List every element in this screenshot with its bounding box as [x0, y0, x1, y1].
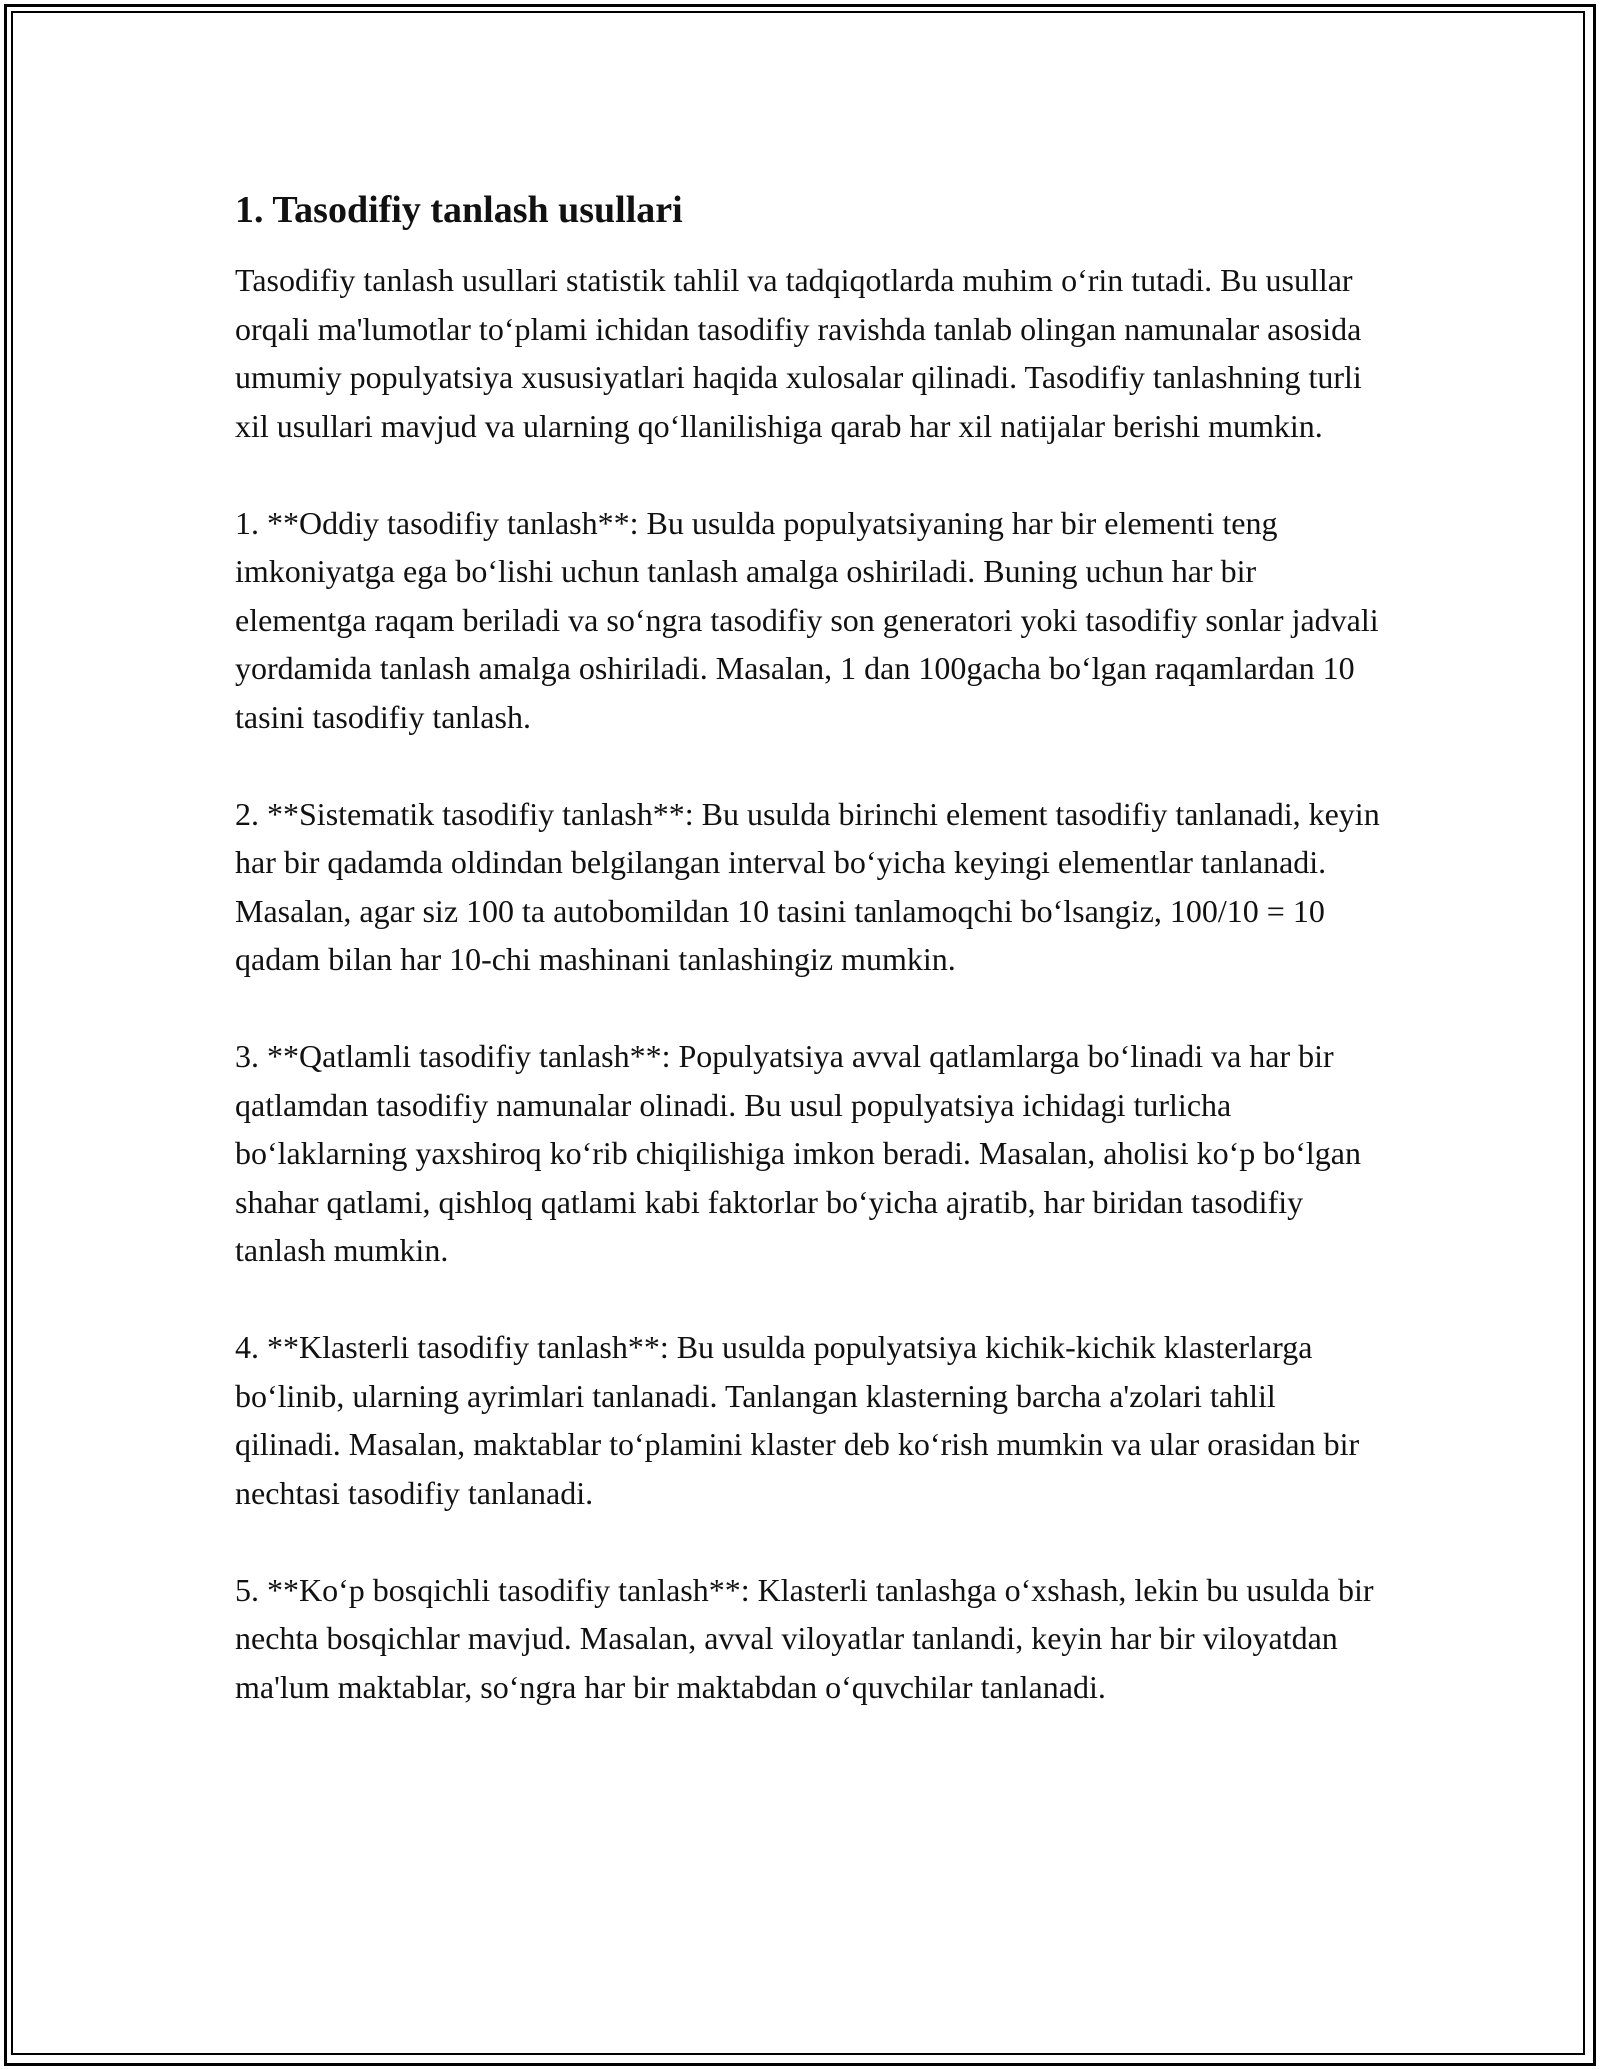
document-title: 1. Tasodifiy tanlash usullari: [235, 189, 683, 231]
paragraph-cluster-sampling: 4. **Klasterli tasodifiy tanlash**: Bu usulda populyatsiya kichik-kichik klasterlarga bo‘linib, ularning ayrimlari tanlanadi. Tanlangan klasterning barcha a'zolari tahlil qilinadi. Masalan, maktablar to‘plamini klaster deb ko‘rish mumkin va ular orasidan bir nechtasi tasodifiy tanlanadi.: [235, 1329, 1360, 1511]
paragraph-multistage-sampling: 5. **Ko‘p bosqichli tasodifiy tanlash**: Klasterli tanlashga o‘xshash, lekin bu usulda bir nechta bosqichlar mavjud. Masalan, avval viloyatlar tanlandi, keyin har bir viloyatdan ma'lum maktablar, so‘ngra har bir maktabdan o‘quvchilar tanlanadi.: [235, 1571, 1374, 1705]
paragraph-systematic-sampling: 2. **Sistematik tasodifiy tanlash**: Bu usulda birinchi element tasodifiy tanlanadi, keyin har bir qadamda oldindan belgilangan interval bo‘yicha keyingi elementlar tanlanadi. Masalan, agar siz 100 ta autobomildan 10 tasini tanlamoqchi bo‘lsangiz, 100/10 = 10 qadam bilan har 10-chi mashinani tanlashingiz mumkin.: [235, 795, 1380, 977]
intro-paragraph: Tasodifiy tanlash usullari statistik tahlil va tadqiqotlarda muhim o‘rin tutadi. Bu usullar orqali ma'lumotlar to‘plami ichidan tasodifiy ravishda tanlab olingan namunalar asosida umumiy populyatsiya xususiyatlari haqida xulosalar qilinadi. Tasodifiy tanlashning turli xil usullari mavjud va ularning qo‘llanilishiga qarab har xil natijalar berishi mumkin.: [235, 262, 1362, 444]
paragraph-stratified-sampling: 3. **Qatlamli tasodifiy tanlash**: Populyatsiya avval qatlamlarga bo‘linadi va har bir qatlamdan tasodifiy namunalar olinadi. Bu usul populyatsiya ichidagi turlicha bo‘laklarning yaxshiroq ko‘rib chiqilishiga imkon beradi. Masalan, aholisi ko‘p bo‘lgan shahar qatlami, qishloq qatlami kabi faktorlar bo‘yicha ajratib, har biridan tasodifiy tanlash mumkin.: [235, 1038, 1361, 1268]
document-body: [235, 186, 1385, 1711]
paragraph-simple-random-sampling: 1. **Oddiy tasodifiy tanlash**: Bu usulda populyatsiyaning har bir elementi teng imkoniyatga ega bo‘lishi uchun tanlash amalga oshiriladi. Buning uchun har bir elementga raqam beriladi va so‘ngra tasodifiy son generatori yoki tasodifiy sonlar jadvali yordamida tanlash amalga oshiriladi. Masalan, 1 dan 100gacha bo‘lgan raqamlardan 10 tasini tasodifiy tanlash.: [235, 504, 1379, 735]
